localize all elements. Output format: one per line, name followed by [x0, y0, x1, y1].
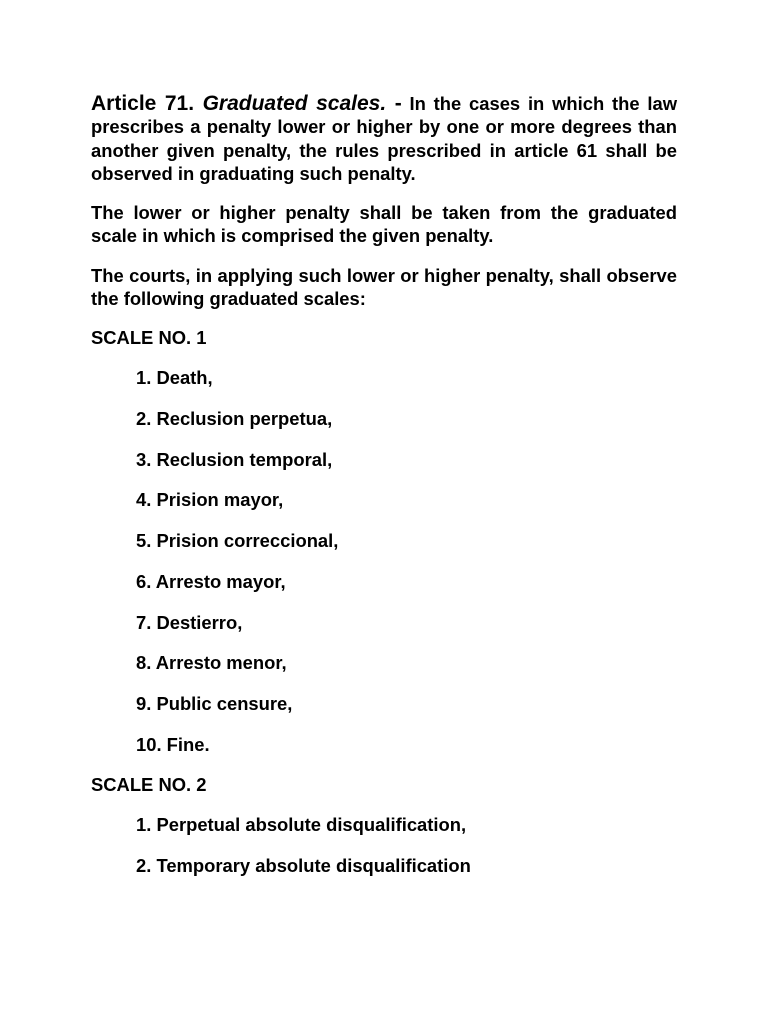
document-page — [91, 92, 677, 895]
article-title: Graduated scales. — [202, 92, 387, 115]
scale-section-2 — [91, 773, 677, 877]
article-intro-text: In the cases in which the law prescribes a penalty lower or higher by one or more degrees than another given penalty, the rules prescribed in article 61 shall be observed in graduating such penalty. — [91, 93, 677, 184]
article-dash: - — [386, 92, 402, 115]
scale-section-1 — [91, 326, 677, 755]
scale-title: SCALE NO. 1 — [91, 327, 207, 349]
list-item: 3. Reclusion temporal, — [136, 448, 333, 470]
scale-list — [91, 366, 677, 755]
scale-list — [91, 813, 677, 877]
article-intro-paragraph — [91, 92, 677, 185]
scale-title: SCALE NO. 2 — [91, 774, 207, 796]
list-item: 8. Arresto menor, — [136, 652, 287, 674]
list-item: 5. Prision correccional, — [136, 530, 339, 552]
list-item: 2. Reclusion perpetua, — [136, 408, 333, 430]
list-item: 9. Public censure, — [136, 692, 293, 714]
list-item: 1. Perpetual absolute disqualification, — [136, 814, 467, 836]
paragraph-courts: The courts, in applying such lower or higher penalty, shall observe the following graduated scales: — [91, 264, 677, 310]
list-item: 6. Arresto mayor, — [136, 570, 286, 592]
list-item: 2. Temporary absolute disqualification — [136, 854, 471, 876]
list-item: 1. Death, — [136, 367, 213, 389]
list-item: 7. Destierro, — [136, 611, 243, 633]
article-heading — [91, 92, 402, 115]
list-item: 10. Fine. — [136, 733, 210, 755]
article-number: Article 71. — [91, 92, 195, 115]
paragraph-lower-higher: The lower or higher penalty shall be taken from the graduated scale in which is comprised the given penalty. — [91, 202, 677, 247]
list-item: 4. Prision mayor, — [136, 489, 284, 511]
